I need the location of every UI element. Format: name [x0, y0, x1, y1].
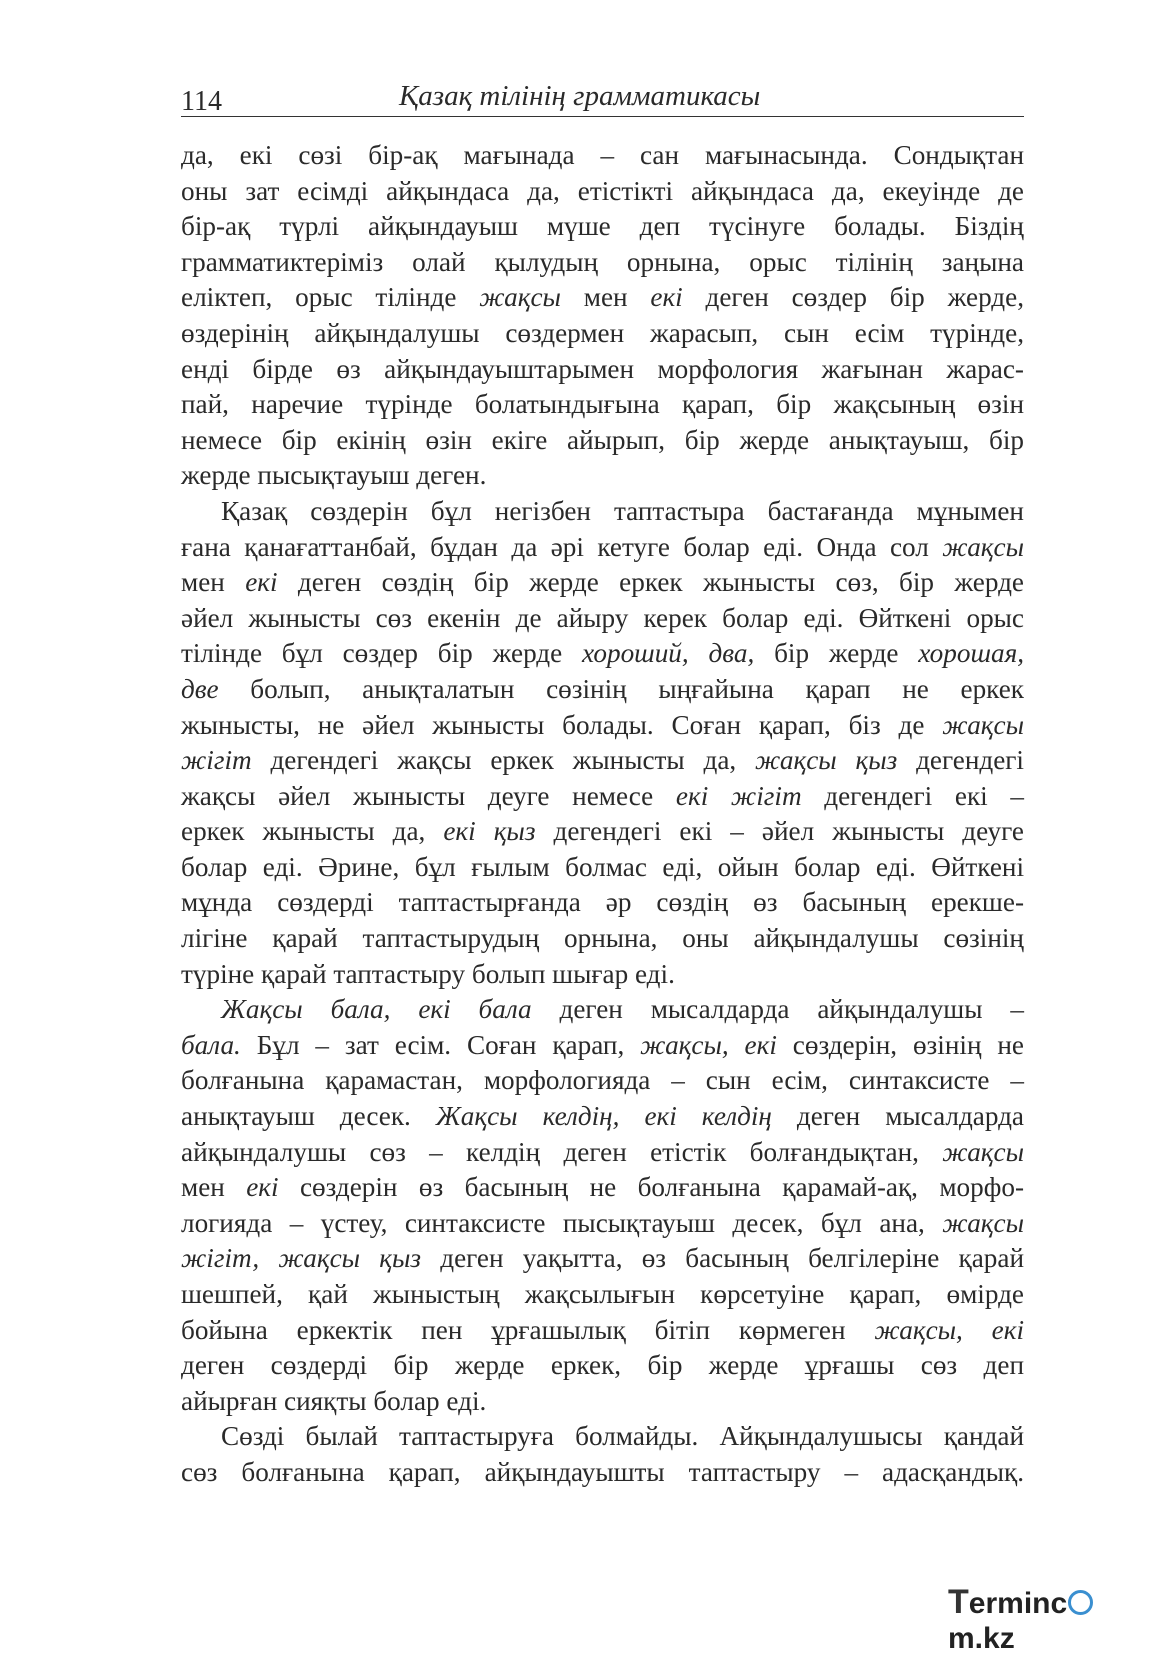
text-run: мұнда сөздерді таптастырғанда әр сөздің өз басының ерекше-: [181, 887, 1024, 918]
text-line: [181, 1455, 1024, 1491]
text-run: сөздерін, өзінің не: [776, 1029, 1025, 1060]
italic-term: жігіт, жақсы қыз: [181, 1243, 422, 1274]
text-run: ғана қанағаттанбай, бұдан да әрі кетуге болар еді. Онда сол: [181, 531, 943, 562]
text-line: [181, 245, 1024, 281]
text-run: енді бірде өз айқындауыштарымен морфология жағынан жарас-: [181, 353, 1024, 384]
text-run: еркек жынысты да,: [181, 816, 444, 847]
text-run: сөздерін өз басының не болғанына қарамай-ақ, морфо-: [278, 1172, 1024, 1203]
text-line: [181, 494, 1024, 530]
text-line: [181, 458, 1024, 494]
logo-text: erminc: [968, 1587, 1068, 1620]
italic-term: хороший, два,: [582, 638, 755, 669]
text-run: жақсы әйел жынысты деуге немесе: [181, 780, 676, 811]
text-line: [181, 779, 1024, 815]
text-run: деген мысалдарда айқындалушы –: [531, 994, 1024, 1025]
text-line: [181, 209, 1024, 245]
text-run: грамматиктеріміз олай қылудың орнына, орыс тілінің заңына: [181, 246, 1024, 277]
text-run: мен: [181, 1172, 247, 1203]
italic-term: екі: [246, 1172, 279, 1203]
text-run: дегендегі екі – әйел жынысты деуге: [535, 816, 1024, 847]
text-line: [181, 636, 1024, 672]
text-line: [181, 387, 1024, 423]
text-line: [181, 885, 1024, 921]
italic-term: жақсы: [479, 282, 561, 313]
italic-term: жақсы: [942, 709, 1024, 740]
text-run: Қазақ сөздерін бұл негізбен таптастыра бастағанда мұнымен: [221, 495, 1024, 526]
termincom-logo: [948, 1583, 1124, 1655]
text-run: деген сөздер бір жерде,: [682, 282, 1024, 313]
text-line: [181, 530, 1024, 566]
italic-term: две: [181, 673, 219, 704]
text-line: [181, 672, 1024, 708]
text-run: бір жерде: [754, 638, 919, 669]
text-run: пай, наречие түрінде болатындығына қарап, бір жақсының өзін: [181, 389, 1024, 420]
text-run: еліктеп, орыс тілінде: [181, 282, 480, 313]
body-text: [181, 138, 1024, 1491]
text-run: лігіне қарай таптастырудың орнына, оны айқындалушы сөзінің: [181, 923, 1024, 954]
italic-term: екі: [245, 567, 278, 598]
text-run: айқындалушы сөз – келдің деген етістік болғандықтан,: [181, 1136, 943, 1167]
text-line: [181, 280, 1024, 316]
text-line: [181, 423, 1024, 459]
logo-domain: m.kz: [948, 1622, 1015, 1655]
text-run: оны зат есімді айқындаса да, етістікті айқындаса да, екеуінде де: [181, 175, 1024, 206]
text-line: [181, 1063, 1024, 1099]
italic-term: жақсы: [942, 531, 1024, 562]
text-line: [181, 1170, 1024, 1206]
text-line: [181, 316, 1024, 352]
text-run: бір-ақ түрлі айқындауыш мүше деп түсінуге болады. Біздің: [181, 211, 1024, 242]
text-line: [181, 850, 1024, 886]
text-run: айырған сияқты болар еді.: [181, 1385, 487, 1416]
text-run: әйел жынысты сөз екенін де айыру керек болар еді. Өйткені орыс: [181, 602, 1024, 633]
text-run: деген сөздерді бір жерде еркек, бір жерде ұрғашы сөз деп: [181, 1350, 1024, 1381]
text-run: логияда – үстеу, синтаксисте пысықтауыш десек, бұл ана,: [181, 1207, 943, 1238]
italic-term: жақсы қыз: [755, 745, 898, 776]
running-title: Қазақ тілінің грамматикасы: [399, 80, 761, 112]
text-line: [181, 992, 1024, 1028]
text-run: болғанына қарамастан, морфологияда – сын есім, синтаксисте –: [181, 1065, 1024, 1096]
text-run: да, екі сөзі бір-ақ мағынада – сан мағынасында. Сондықтан: [181, 140, 1024, 170]
text-run: жынысты, не әйел жынысты болады. Соған қарап, біз де: [181, 709, 943, 740]
text-line: [181, 1135, 1024, 1171]
text-run: мен: [560, 282, 651, 313]
page-header: [181, 80, 1024, 117]
italic-term: хорошая,: [918, 638, 1025, 669]
italic-term: екі жігіт: [675, 780, 802, 811]
text-run: мен: [181, 567, 246, 598]
text-run: деген уақытта, өз басының белгілеріне қарай: [421, 1243, 1024, 1274]
text-run: дегендегі жақсы еркек жынысты да,: [251, 745, 755, 776]
text-line: [181, 921, 1024, 957]
text-run: Бұл – зат есім. Соған қарап,: [240, 1029, 641, 1060]
text-run: жерде пысықтауыш деген.: [181, 460, 487, 491]
text-run: өздерінің айқындалушы сөздермен жарасып, сын есім түрінде,: [181, 317, 1024, 348]
italic-term: екі: [650, 282, 683, 313]
text-line: [181, 1384, 1024, 1420]
text-run: бойына еркектік пен ұрғашылық бітіп көрмеген: [181, 1314, 875, 1345]
italic-term: Жақсы бала, екі бала: [221, 994, 532, 1025]
text-run: дегендегі: [897, 745, 1024, 776]
logo-circle-icon: [1068, 1590, 1093, 1615]
text-line: [181, 138, 1024, 174]
text-line: [181, 957, 1024, 993]
text-run: анықтауыш десек.: [181, 1101, 436, 1132]
logo-letter-t: T: [948, 1583, 969, 1621]
italic-term: жақсы, екі: [640, 1029, 777, 1060]
italic-term: Жақсы келдің, екі келдің: [435, 1101, 772, 1132]
text-line: [181, 174, 1024, 210]
italic-term: бала.: [181, 1029, 241, 1060]
italic-term: жақсы: [942, 1136, 1024, 1167]
text-line: [181, 814, 1024, 850]
text-line: [181, 1206, 1024, 1242]
text-run: дегендегі екі –: [801, 780, 1024, 811]
page-number: 114: [181, 86, 222, 117]
text-line: [181, 1348, 1024, 1384]
text-line: [181, 1313, 1024, 1349]
text-run: болып, анықталатын сөзінің ыңғайына қарап не еркек: [218, 673, 1024, 704]
text-line: [181, 565, 1024, 601]
text-line: [181, 708, 1024, 744]
text-line: [181, 1277, 1024, 1313]
text-run: болар еді. Әрине, бұл ғылым болмас еді, ойын болар еді. Өйткені: [181, 851, 1024, 882]
text-line: [181, 743, 1024, 779]
text-line: [181, 352, 1024, 388]
text-line: [181, 1419, 1024, 1455]
text-line: [181, 1028, 1024, 1064]
italic-term: жақсы, екі: [874, 1314, 1024, 1345]
text-run: сөз болғанына қарап, айқындауышты таптастыру – адасқандық.: [181, 1456, 1024, 1487]
text-run: Сөзді былай таптастыруға болмайды. Айқындалушысы қандай: [221, 1421, 1024, 1452]
text-run: немесе бір екінің өзін екіге айырып, бір жерде анықтауыш, бір: [181, 424, 1024, 455]
text-run: деген мысалдарда: [771, 1101, 1024, 1132]
italic-term: жігіт: [181, 745, 252, 776]
text-run: түріне қарай таптастыру болып шығар еді.: [181, 958, 675, 989]
text-run: шешпей, қай жыныстың жақсылығын көрсетуіне қарап, өмірде: [181, 1279, 1024, 1309]
italic-term: жақсы: [942, 1207, 1024, 1238]
text-line: [181, 601, 1024, 637]
text-run: деген сөздің бір жерде еркек жынысты сөз, бір жерде: [277, 567, 1024, 598]
text-line: [181, 1241, 1024, 1277]
italic-term: екі қыз: [443, 816, 536, 847]
text-run: тілінде бұл сөздер бір жерде: [181, 638, 583, 669]
text-line: [181, 1099, 1024, 1135]
